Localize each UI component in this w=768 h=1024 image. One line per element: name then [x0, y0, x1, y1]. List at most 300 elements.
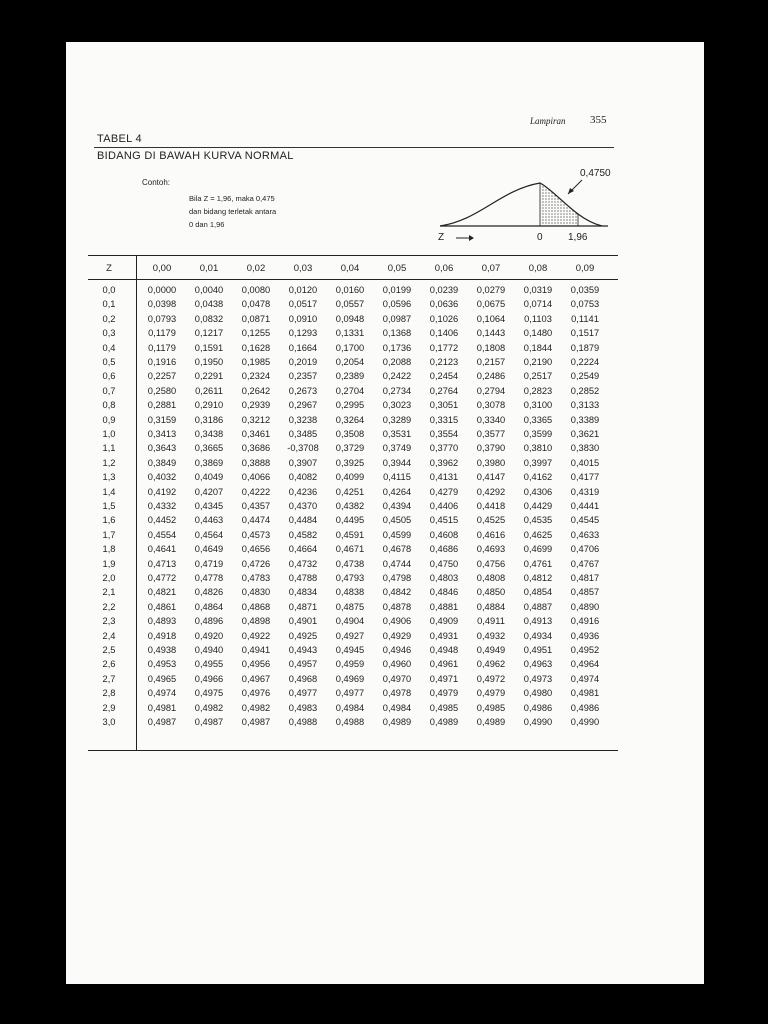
- table-cell: 0,4177: [570, 472, 600, 483]
- z-value-cell: 1,5: [102, 501, 116, 511]
- table-cell: 0,0517: [288, 299, 318, 310]
- column-header: Z: [106, 263, 112, 274]
- table-cell: 0,4706: [570, 544, 600, 555]
- table-header-row: [88, 263, 618, 276]
- table-cell: 0,4970: [382, 673, 412, 684]
- table-row: [88, 559, 618, 572]
- table-cell: 0,4934: [523, 630, 553, 641]
- table-cell: 0,4987: [147, 717, 177, 727]
- table-cell: 0,2823: [523, 385, 553, 396]
- table-cell: 0,4911: [477, 616, 505, 627]
- example-text: [189, 192, 329, 231]
- table-cell: 0,3531: [382, 429, 412, 439]
- table-cell: 0,3944: [382, 457, 412, 468]
- table-row: [88, 703, 618, 716]
- table-cell: 0,4812: [523, 573, 553, 583]
- table-cell: 0,4878: [382, 601, 412, 612]
- z-value-label: 1,96: [568, 232, 588, 243]
- table-cell: 0,0239: [429, 285, 459, 295]
- table-cell: 0,4927: [335, 630, 365, 641]
- table-cell: 0,4951: [523, 645, 553, 655]
- table-cell: 0,4988: [288, 717, 318, 727]
- table-cell: 0,4985: [429, 702, 459, 713]
- table-cell: 0,4893: [147, 616, 177, 627]
- z-value-cell: 2,5: [102, 645, 116, 655]
- table-cell: 0,0438: [194, 299, 224, 310]
- table-cell: 0,4896: [194, 616, 224, 627]
- table-cell: 0,0199: [382, 285, 412, 295]
- table-cell: 0,1255: [241, 328, 271, 339]
- table-cell: 0,4772: [147, 573, 177, 583]
- table-cell: 0,0793: [147, 313, 177, 324]
- z-value-cell: 0,7: [102, 385, 116, 396]
- table-cell: 0,4015: [570, 457, 600, 468]
- table-cell: 0,4909: [429, 616, 459, 627]
- table-cell: 0,1368: [382, 328, 412, 339]
- table-cell: 0,4929: [382, 630, 412, 641]
- table-cell: 0,4989: [382, 717, 412, 727]
- table-cell: 0,3051: [429, 400, 459, 411]
- table-cell: 0,4484: [288, 515, 318, 526]
- table-cell: 0,1331: [335, 328, 365, 339]
- table-cell: 0,4838: [335, 587, 365, 598]
- table-cell: 0,1293: [288, 328, 318, 339]
- table-cell: 0,4983: [288, 702, 318, 713]
- table-cell: 0,3997: [523, 457, 553, 468]
- table-cell: 0,3289: [382, 414, 412, 425]
- z-value-cell: 2,1: [102, 587, 116, 598]
- table-cell: 0,1103: [524, 313, 552, 324]
- table-cell: 0,4599: [382, 529, 412, 540]
- table-cell: 0,4830: [241, 587, 271, 598]
- column-header: 0,00: [152, 263, 172, 274]
- table-cell: 0,4756: [476, 558, 506, 569]
- table-cell: 0,3485: [288, 429, 318, 439]
- table-cell: 0,4941: [241, 645, 271, 655]
- table-row: [88, 659, 618, 672]
- table-cell: 0,4990: [523, 717, 553, 727]
- table-cell: 0,3962: [429, 457, 459, 468]
- table-cell: 0,3729: [335, 443, 365, 454]
- table-cell: 0,4861: [147, 601, 177, 612]
- table-row: [88, 299, 618, 312]
- header-rule: [94, 147, 614, 148]
- table-cell: 0,2224: [570, 357, 600, 367]
- table-cell: 0,4986: [570, 702, 600, 713]
- table-cell: 0,4868: [241, 601, 271, 612]
- table-cell: 0,0987: [382, 313, 412, 324]
- table-cell: 0,4162: [523, 472, 553, 483]
- table-cell: 0,4975: [194, 688, 224, 699]
- table-cell: 0,3577: [476, 429, 506, 439]
- table-cell: 0,2389: [335, 371, 365, 382]
- table-cell: 0,4974: [570, 673, 600, 684]
- table-cell: 0,0910: [288, 313, 318, 324]
- table-cell: 0,4452: [147, 515, 177, 526]
- table-cell: 0,4906: [382, 616, 412, 627]
- table-cell: 0,3389: [570, 414, 600, 425]
- table-row: [88, 501, 618, 514]
- z-axis-label: Z: [438, 232, 445, 243]
- table-cell: 0,4032: [147, 472, 177, 483]
- table-cell: 0,0753: [570, 299, 600, 310]
- table-cell: 0,3100: [523, 400, 553, 411]
- table-cell: 0,4945: [335, 645, 365, 655]
- table-cell: 0,4671: [335, 544, 365, 555]
- table-cell: 0,4976: [241, 688, 271, 699]
- table-row: [88, 631, 618, 644]
- table-cell: 0,4738: [335, 558, 365, 569]
- table-cell: 0,4949: [476, 645, 506, 655]
- table-cell: 0,4967: [241, 673, 271, 684]
- table-cell: 0,2580: [147, 385, 177, 396]
- table-cell: 0,4943: [288, 645, 318, 655]
- z-value-cell: 2,8: [102, 688, 116, 699]
- z-value-cell: 0,9: [102, 414, 116, 425]
- table-cell: 0,3438: [194, 429, 224, 439]
- table-cell: 0,4980: [523, 688, 553, 699]
- table-row: [88, 371, 618, 384]
- table-cell: 0,3461: [241, 429, 271, 439]
- table-cell: 0,4961: [429, 659, 459, 670]
- table-cell: 0,3686: [241, 443, 271, 454]
- table-cell: 0,1443: [476, 328, 506, 339]
- z-value-cell: 0,1: [102, 299, 116, 310]
- table-cell: 0,4977: [288, 688, 318, 699]
- example-label: Contoh:: [142, 178, 171, 187]
- table-cell: 0,4357: [241, 501, 271, 511]
- table-cell: 0,3749: [382, 443, 412, 454]
- table-cell: 0,4887: [523, 601, 553, 612]
- table-row: [88, 429, 618, 442]
- table-cell: 0,4192: [147, 486, 177, 497]
- table-row: [88, 487, 618, 500]
- table-cell: 0,4131: [429, 472, 459, 483]
- table-cell: 0,3186: [194, 414, 224, 425]
- table-cell: 0,4918: [147, 630, 177, 641]
- table-cell: 0,4932: [476, 630, 506, 641]
- table-cell: 0,4968: [288, 673, 318, 684]
- running-header-label: Lampiran: [530, 116, 566, 126]
- z-value-cell: 2,4: [102, 630, 116, 641]
- table-cell: 0,4066: [241, 472, 271, 483]
- table-cell: 0,3365: [523, 414, 553, 425]
- table-cell: 0,2088: [382, 357, 412, 367]
- column-header: 0,05: [387, 263, 407, 274]
- table-cell: 0,4222: [241, 486, 271, 497]
- table-row: [88, 343, 618, 356]
- table-cell: 0,1141: [571, 313, 599, 324]
- z-value-cell: 0,2: [102, 313, 116, 324]
- table-cell: 0,4989: [429, 717, 459, 727]
- table-cell: 0,4986: [523, 702, 553, 713]
- table-cell: 0,4962: [476, 659, 506, 670]
- table-cell: 0,1700: [335, 342, 365, 353]
- z-value-cell: 0,4: [102, 342, 116, 353]
- table-cell: 0,4857: [570, 587, 600, 598]
- table-cell: 0,1916: [147, 357, 177, 367]
- table-cell: 0,4946: [382, 645, 412, 655]
- table-cell: 0,4783: [241, 573, 271, 583]
- table-cell: 0,4817: [570, 573, 600, 583]
- table-row: [88, 314, 618, 327]
- table-cell: 0,3212: [241, 414, 271, 425]
- table-cell: 0,4591: [335, 529, 365, 540]
- table-cell: 0,1879: [570, 342, 600, 353]
- table-cell: 0,4966: [194, 673, 224, 684]
- table-cell: 0,4904: [335, 616, 365, 627]
- table-cell: 0,1179: [148, 328, 176, 339]
- table-row: [88, 717, 618, 730]
- table-cell: 0,4955: [194, 659, 224, 670]
- table-row: [88, 400, 618, 413]
- z-value-cell: 1,8: [102, 544, 116, 555]
- column-header: 0,09: [575, 263, 595, 274]
- table-cell: 0,4778: [194, 573, 224, 583]
- table-cell: 0,4525: [476, 515, 506, 526]
- table-cell: 0,1664: [288, 342, 318, 353]
- table-cell: 0,0398: [147, 299, 177, 310]
- z-value-cell: 1,3: [102, 472, 116, 483]
- column-header: 0,03: [293, 263, 313, 274]
- table-cell: 0,2881: [147, 400, 177, 411]
- table-cell: 0,0871: [241, 313, 271, 324]
- table-cell: 0,4979: [476, 688, 506, 699]
- table-cell: 0,3621: [570, 429, 600, 439]
- table-cell: 0,0160: [335, 285, 365, 295]
- table-bottom-rule: [88, 750, 618, 751]
- table-cell: 0,3770: [429, 443, 459, 454]
- table-cell: 0,4319: [570, 486, 600, 497]
- table-cell: 0,4981: [147, 702, 177, 713]
- table-cell: 0,4564: [194, 529, 224, 540]
- example-line: Bila Z = 1,96, maka 0,475: [189, 194, 275, 203]
- table-cell: 0,3159: [147, 414, 177, 425]
- table-cell: 0,4793: [335, 573, 365, 583]
- table-cell: 0,4850: [476, 587, 506, 598]
- z-value-cell: 1,9: [102, 558, 116, 569]
- table-top-rule: [88, 255, 618, 256]
- table-cell: 0,2157: [476, 357, 506, 367]
- z-value-cell: 1,7: [102, 529, 116, 540]
- table-cell: 0,4686: [429, 544, 459, 555]
- table-cell: 0,4988: [335, 717, 365, 727]
- column-header: 0,06: [434, 263, 454, 274]
- table-cell: 0,2704: [335, 385, 365, 396]
- table-cell: 0,3554: [429, 429, 459, 439]
- table-cell: 0,4956: [241, 659, 271, 670]
- table-cell: 0,3643: [147, 443, 177, 454]
- table-cell: 0,4953: [147, 659, 177, 670]
- table-cell: 0,4985: [476, 702, 506, 713]
- z-value-cell: 3,0: [102, 717, 116, 727]
- table-cell: 0,4963: [523, 659, 553, 670]
- table-cell: 0,2673: [288, 385, 318, 396]
- table-cell: 0,2939: [241, 400, 271, 411]
- table-cell: 0,4959: [335, 659, 365, 670]
- column-header: 0,01: [199, 263, 219, 274]
- table-cell: 0,4441: [570, 501, 600, 511]
- table-cell: 0,2764: [429, 385, 459, 396]
- table-cell: 0,4264: [382, 486, 412, 497]
- table-cell: 0,4693: [476, 544, 506, 555]
- table-cell: 0,3078: [476, 400, 506, 411]
- table-cell: 0,4115: [383, 472, 411, 483]
- table-number: TABEL 4: [97, 133, 142, 145]
- column-header: 0,04: [340, 263, 360, 274]
- table-cell: 0,2190: [523, 357, 553, 367]
- table-cell: 0,2054: [335, 357, 365, 367]
- table-cell: 0,4913: [523, 616, 553, 627]
- table-cell: 0,4515: [429, 515, 459, 526]
- table-cell: 0,4981: [570, 688, 600, 699]
- table-cell: 0,3925: [335, 457, 365, 468]
- table-cell: 0,1217: [194, 328, 224, 339]
- table-cell: 0,4973: [523, 673, 553, 684]
- table-cell: 0,1772: [429, 342, 459, 353]
- table-cell: 0,3907: [288, 457, 318, 468]
- table-cell: 0,4854: [523, 587, 553, 598]
- table-cell: 0,4979: [429, 688, 459, 699]
- table-cell: 0,4898: [241, 616, 271, 627]
- table-cell: 0,4922: [241, 630, 271, 641]
- table-cell: 0,4881: [429, 601, 459, 612]
- table-cell: 0,4884: [476, 601, 506, 612]
- table-cell: 0,4345: [194, 501, 224, 511]
- table-cell: 0,2852: [570, 385, 600, 396]
- z-value-cell: 0,6: [102, 371, 116, 382]
- table-cell: 0,3790: [476, 443, 506, 454]
- table-cell: 0,4989: [476, 717, 506, 727]
- table-cell: 0,2794: [476, 385, 506, 396]
- column-header: 0,07: [481, 263, 501, 274]
- table-row: [88, 645, 618, 658]
- table-cell: 0,4974: [147, 688, 177, 699]
- table-cell: 0,0080: [241, 285, 271, 295]
- table-cell: 0,3665: [194, 443, 224, 454]
- z-value-cell: 2,9: [102, 702, 116, 713]
- table-cell: 0,4864: [194, 601, 224, 612]
- table-cell: 0,4977: [335, 688, 365, 699]
- table-cell: 0,4767: [570, 558, 600, 569]
- table-cell: 0,1736: [382, 342, 412, 353]
- table-cell: 0,4582: [288, 529, 318, 540]
- table-cell: 0,0279: [476, 285, 506, 295]
- table-cell: 0,4761: [523, 558, 553, 569]
- table-cell: 0,2422: [382, 371, 412, 382]
- table-cell: 0,1844: [523, 342, 553, 353]
- table-cell: 0,1591: [194, 342, 224, 353]
- table-cell: 0,4750: [429, 558, 459, 569]
- table-cell: 0,4656: [241, 544, 271, 555]
- table-cell: 0,4925: [288, 630, 318, 641]
- table-cell: 0,2910: [194, 400, 224, 411]
- table-cell: 0,0832: [194, 313, 224, 324]
- table-cell: 0,4920: [194, 630, 224, 641]
- table-cell: 0,0596: [382, 299, 412, 310]
- z-value-cell: 1,6: [102, 515, 116, 526]
- table-cell: 0,4984: [382, 702, 412, 713]
- table-cell: 0,3849: [147, 457, 177, 468]
- page-number: 355: [590, 114, 607, 126]
- table-cell: 0,4936: [570, 630, 600, 641]
- table-row: [88, 544, 618, 557]
- table-cell: 0,0675: [476, 299, 506, 310]
- table-cell: 0,4236: [288, 486, 318, 497]
- table-cell: 0,4948: [429, 645, 459, 655]
- table-cell: 0,4207: [194, 486, 224, 497]
- table-cell: 0,4616: [476, 529, 506, 540]
- example-line: 0 dan 1,96: [189, 220, 225, 229]
- table-cell: 0,4649: [194, 544, 224, 555]
- table-cell: 0,2517: [523, 371, 553, 382]
- table-cell: 0,4554: [147, 529, 177, 540]
- column-header: 0,02: [246, 263, 266, 274]
- table-header-rule: [88, 279, 618, 280]
- zero-label: 0: [537, 232, 543, 243]
- table-cell: 0,4633: [570, 529, 600, 540]
- table-cell: 0,4984: [335, 702, 365, 713]
- table-cell: 0,3340: [476, 414, 506, 425]
- table-cell: 0,4916: [570, 616, 600, 627]
- table-cell: 0,2291: [194, 371, 224, 382]
- table-cell: 0,4982: [194, 702, 224, 713]
- table-cell: 0,4463: [194, 515, 224, 526]
- table-cell: 0,1480: [523, 328, 553, 339]
- table-cell: 0,3238: [288, 414, 318, 425]
- table-cell: 0,3315: [429, 414, 459, 425]
- table-row: [88, 472, 618, 485]
- table-cell: 0,4394: [382, 501, 412, 511]
- table-cell: 0,4573: [241, 529, 271, 540]
- table-row: [88, 443, 618, 456]
- table-cell: 0,3264: [335, 414, 365, 425]
- z-value-cell: 2,7: [102, 673, 116, 684]
- table-cell: 0,4940: [194, 645, 224, 655]
- z-value-cell: 2,2: [102, 601, 116, 612]
- table-cell: 0,1064: [476, 313, 506, 324]
- table-row: [88, 674, 618, 687]
- table-cell: 0,4332: [147, 501, 177, 511]
- table-cell: 0,1950: [194, 357, 224, 367]
- table-cell: 0,3508: [335, 429, 365, 439]
- table-cell: 0,3810: [523, 443, 553, 454]
- example-line: dan bidang terletak antara: [189, 207, 277, 216]
- table-cell: 0,0948: [335, 313, 365, 324]
- table-cell: 0,4418: [476, 501, 506, 511]
- table-cell: 0,4871: [288, 601, 318, 612]
- table-cell: 0,0120: [288, 285, 318, 295]
- z-arrowhead: [469, 235, 474, 241]
- table-cell: 0,4808: [476, 573, 506, 583]
- table-cell: 0,1406: [429, 328, 459, 339]
- table-cell: 0,3869: [194, 457, 224, 468]
- z-value-cell: 2,6: [102, 659, 116, 670]
- table-cell: 0,4306: [523, 486, 553, 497]
- table-cell: 0,4842: [382, 587, 412, 598]
- table-cell: 0,0359: [570, 285, 600, 295]
- table-cell: 0,4938: [147, 645, 177, 655]
- table-cell: 0,4990: [570, 717, 600, 727]
- table-cell: 0,2486: [476, 371, 506, 382]
- table-cell: 0,2642: [241, 385, 271, 396]
- table-row: [88, 458, 618, 471]
- table-cell: 0,0478: [241, 299, 271, 310]
- table-cell: 0,4788: [288, 573, 318, 583]
- table-cell: 0,4987: [241, 717, 271, 727]
- table-cell: 0,2734: [382, 385, 412, 396]
- table-cell: 0,0040: [194, 285, 224, 295]
